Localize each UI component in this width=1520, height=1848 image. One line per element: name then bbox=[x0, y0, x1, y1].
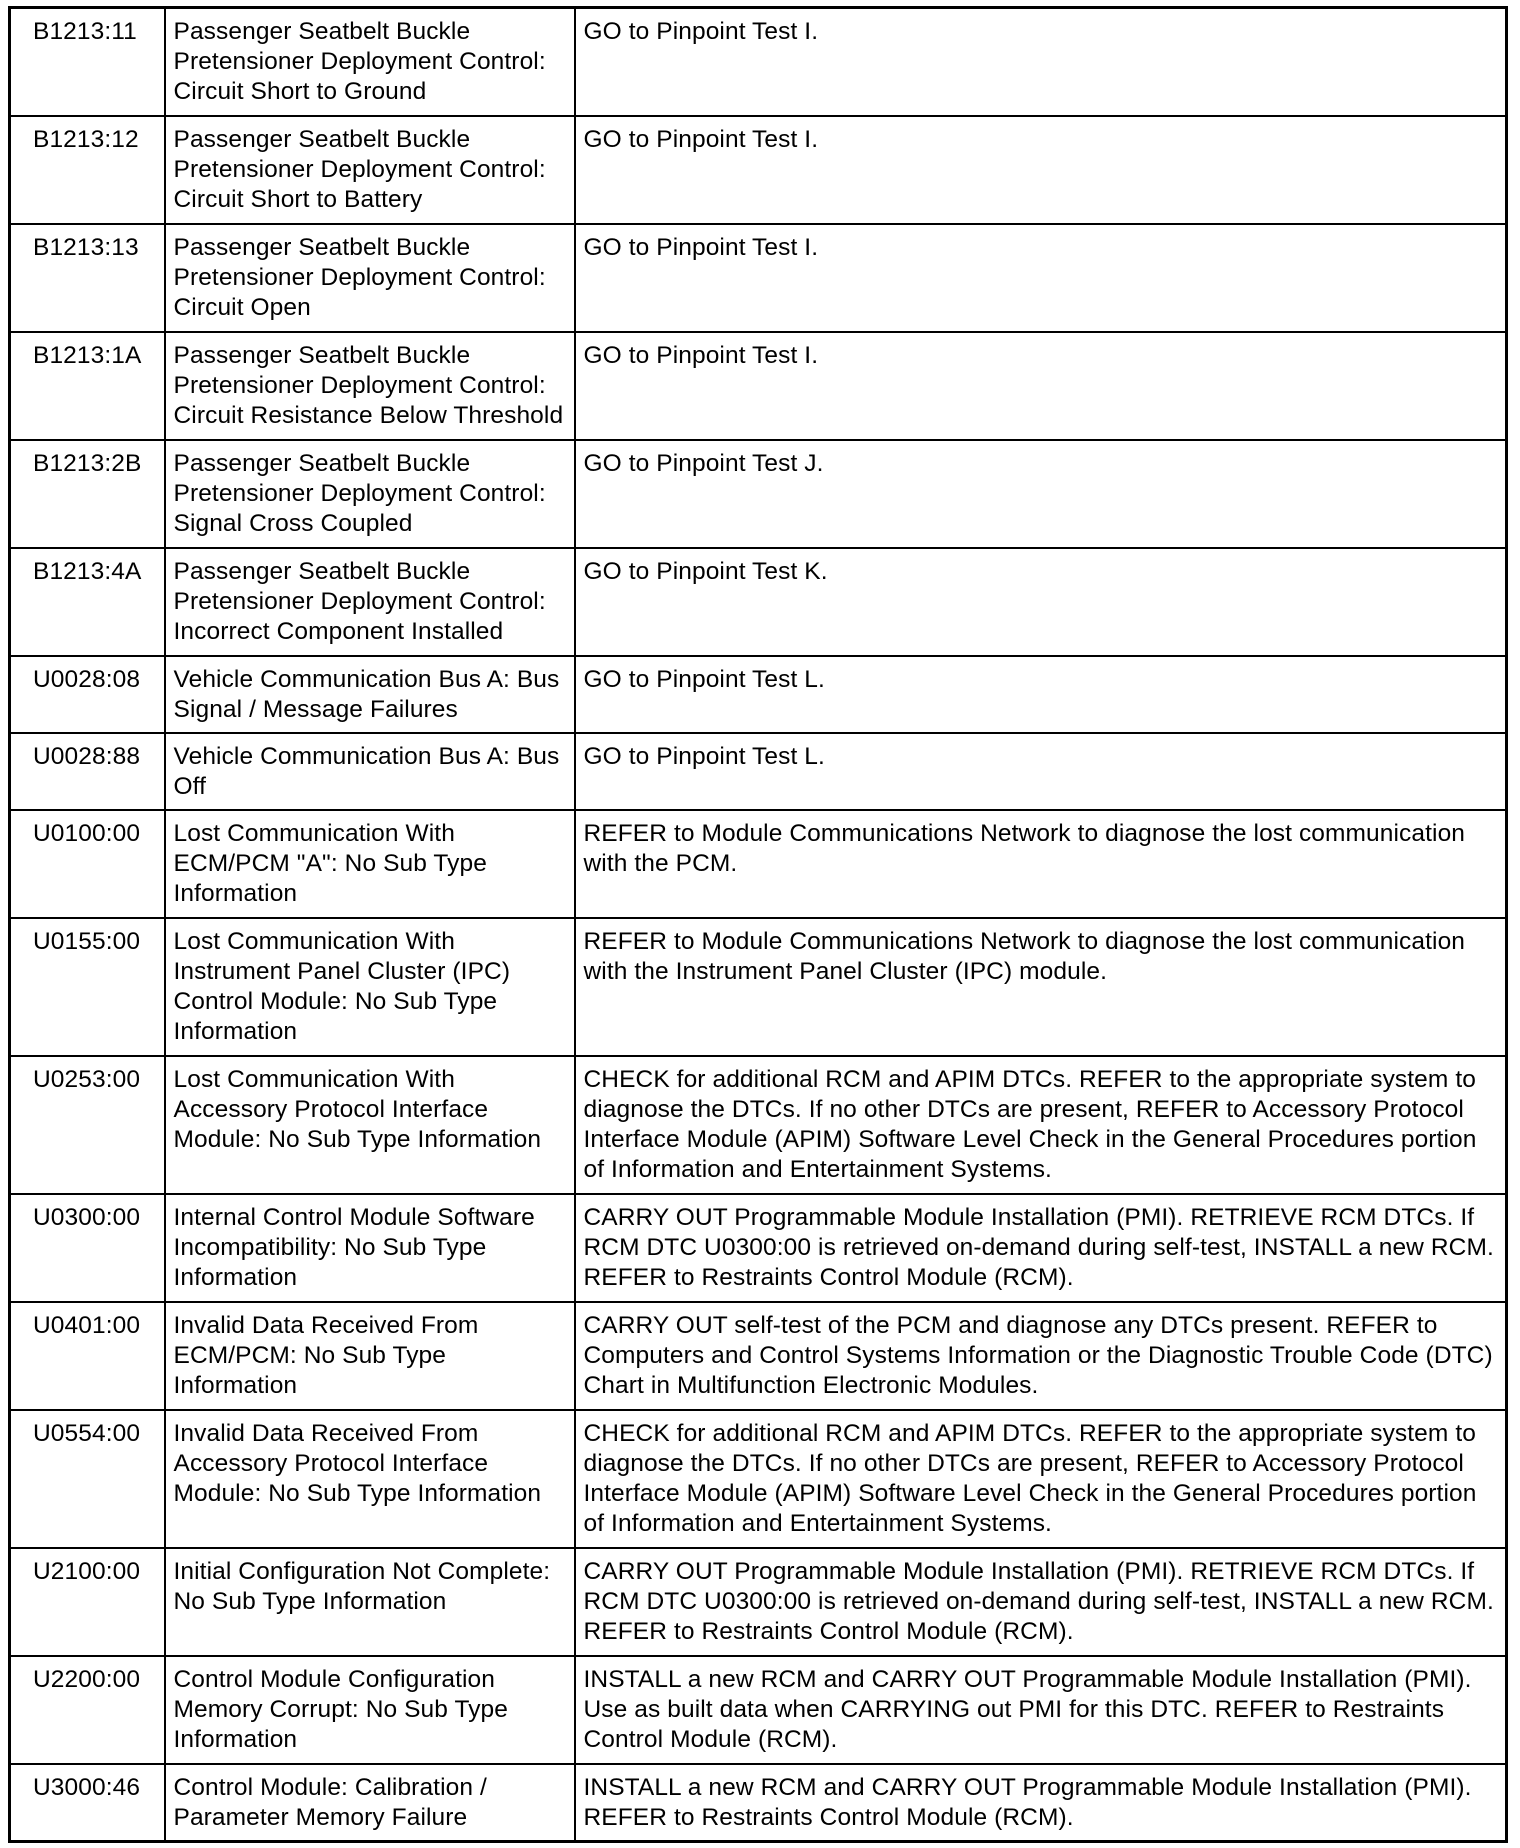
dtc-action: GO to Pinpoint Test I. bbox=[575, 224, 1507, 332]
dtc-code: U2200:00 bbox=[10, 1656, 165, 1764]
table-row bbox=[10, 440, 1507, 548]
dtc-action: CHECK for additional RCM and APIM DTCs. REFER to the appropriate system to diagnose the DTCs. If no other DTCs are present, REFER to Accessory Protocol Interface Module (APIM) Software Level Check in the General Procedures portion of Information and Entertainment Systems. bbox=[575, 1056, 1507, 1194]
dtc-code: U0028:88 bbox=[10, 733, 165, 810]
dtc-action: CARRY OUT self-test of the PCM and diagnose any DTCs present. REFER to Computers and Control Systems Information or the Diagnostic Trouble Code (DTC) Chart in Multifunction Electronic Modules. bbox=[575, 1302, 1507, 1410]
table-row bbox=[10, 332, 1507, 440]
dtc-action: REFER to Module Communications Network to diagnose the lost communication with the Instrument Panel Cluster (IPC) module. bbox=[575, 918, 1507, 1056]
table-row bbox=[10, 656, 1507, 733]
dtc-code: U0253:00 bbox=[10, 1056, 165, 1194]
table-row bbox=[10, 8, 1507, 116]
dtc-code: U2100:00 bbox=[10, 1548, 165, 1656]
dtc-code: U0300:00 bbox=[10, 1194, 165, 1302]
dtc-description: Control Module: Calibration / Parameter Memory Failure bbox=[165, 1764, 575, 1842]
dtc-code: U3000:46 bbox=[10, 1764, 165, 1842]
dtc-description: Control Module Configuration Memory Corrupt: No Sub Type Information bbox=[165, 1656, 575, 1764]
dtc-code: U0155:00 bbox=[10, 918, 165, 1056]
dtc-description: Lost Communication With Accessory Protocol Interface Module: No Sub Type Information bbox=[165, 1056, 575, 1194]
table-row bbox=[10, 1764, 1507, 1842]
table-row bbox=[10, 1410, 1507, 1548]
table-row bbox=[10, 1302, 1507, 1410]
dtc-code: B1213:2B bbox=[10, 440, 165, 548]
table-row bbox=[10, 810, 1507, 918]
dtc-action: INSTALL a new RCM and CARRY OUT Programmable Module Installation (PMI). REFER to Restraints Control Module (RCM). bbox=[575, 1764, 1507, 1842]
dtc-action: GO to Pinpoint Test I. bbox=[575, 332, 1507, 440]
table-row bbox=[10, 918, 1507, 1056]
dtc-description: Passenger Seatbelt Buckle Pretensioner Deployment Control: Circuit Short to Battery bbox=[165, 116, 575, 224]
dtc-action: GO to Pinpoint Test I. bbox=[575, 116, 1507, 224]
dtc-description: Invalid Data Received From ECM/PCM: No Sub Type Information bbox=[165, 1302, 575, 1410]
dtc-code: U0028:08 bbox=[10, 656, 165, 733]
dtc-action: CARRY OUT Programmable Module Installation (PMI). RETRIEVE RCM DTCs. If RCM DTC U0300:00 is retrieved on-demand during self-test, INSTALL a new RCM. REFER to Restraints Control Module (RCM). bbox=[575, 1548, 1507, 1656]
dtc-action: GO to Pinpoint Test L. bbox=[575, 656, 1507, 733]
table-row bbox=[10, 548, 1507, 656]
dtc-description: Vehicle Communication Bus A: Bus Off bbox=[165, 733, 575, 810]
dtc-description: Passenger Seatbelt Buckle Pretensioner Deployment Control: Signal Cross Coupled bbox=[165, 440, 575, 548]
dtc-code: U0554:00 bbox=[10, 1410, 165, 1548]
dtc-description: Passenger Seatbelt Buckle Pretensioner Deployment Control: Circuit Short to Ground bbox=[165, 8, 575, 116]
dtc-code: B1213:1A bbox=[10, 332, 165, 440]
dtc-action: GO to Pinpoint Test L. bbox=[575, 733, 1507, 810]
dtc-table bbox=[8, 6, 1508, 1843]
dtc-description: Lost Communication With Instrument Panel Cluster (IPC) Control Module: No Sub Type Information bbox=[165, 918, 575, 1056]
dtc-description: Lost Communication With ECM/PCM "A": No Sub Type Information bbox=[165, 810, 575, 918]
dtc-code: U0100:00 bbox=[10, 810, 165, 918]
dtc-code: B1213:11 bbox=[10, 8, 165, 116]
dtc-code: B1213:12 bbox=[10, 116, 165, 224]
dtc-action: CARRY OUT Programmable Module Installation (PMI). RETRIEVE RCM DTCs. If RCM DTC U0300:00 is retrieved on-demand during self-test, INSTALL a new RCM. REFER to Restraints Control Module (RCM). bbox=[575, 1194, 1507, 1302]
dtc-code: U0401:00 bbox=[10, 1302, 165, 1410]
dtc-action: INSTALL a new RCM and CARRY OUT Programmable Module Installation (PMI). Use as built data when CARRYING out PMI for this DTC. REFER to Restraints Control Module (RCM). bbox=[575, 1656, 1507, 1764]
table-row bbox=[10, 1548, 1507, 1656]
table-row bbox=[10, 1056, 1507, 1194]
dtc-action: GO to Pinpoint Test J. bbox=[575, 440, 1507, 548]
dtc-description: Passenger Seatbelt Buckle Pretensioner Deployment Control: Circuit Resistance Below Threshold bbox=[165, 332, 575, 440]
dtc-description: Vehicle Communication Bus A: Bus Signal / Message Failures bbox=[165, 656, 575, 733]
dtc-description: Internal Control Module Software Incompatibility: No Sub Type Information bbox=[165, 1194, 575, 1302]
dtc-description: Invalid Data Received From Accessory Protocol Interface Module: No Sub Type Information bbox=[165, 1410, 575, 1548]
dtc-action: GO to Pinpoint Test I. bbox=[575, 8, 1507, 116]
table-row bbox=[10, 1656, 1507, 1764]
dtc-action: GO to Pinpoint Test K. bbox=[575, 548, 1507, 656]
dtc-code: B1213:13 bbox=[10, 224, 165, 332]
dtc-action: REFER to Module Communications Network to diagnose the lost communication with the PCM. bbox=[575, 810, 1507, 918]
table-row bbox=[10, 116, 1507, 224]
dtc-action: CHECK for additional RCM and APIM DTCs. REFER to the appropriate system to diagnose the DTCs. If no other DTCs are present, REFER to Accessory Protocol Interface Module (APIM) Software Level Check in the General Procedures portion of Information and Entertainment Systems. bbox=[575, 1410, 1507, 1548]
table-row bbox=[10, 1194, 1507, 1302]
dtc-table-body bbox=[10, 8, 1507, 1842]
table-row bbox=[10, 224, 1507, 332]
dtc-code: B1213:4A bbox=[10, 548, 165, 656]
dtc-description: Passenger Seatbelt Buckle Pretensioner Deployment Control: Incorrect Component Installed bbox=[165, 548, 575, 656]
table-row bbox=[10, 733, 1507, 810]
dtc-description: Passenger Seatbelt Buckle Pretensioner Deployment Control: Circuit Open bbox=[165, 224, 575, 332]
dtc-description: Initial Configuration Not Complete: No Sub Type Information bbox=[165, 1548, 575, 1656]
